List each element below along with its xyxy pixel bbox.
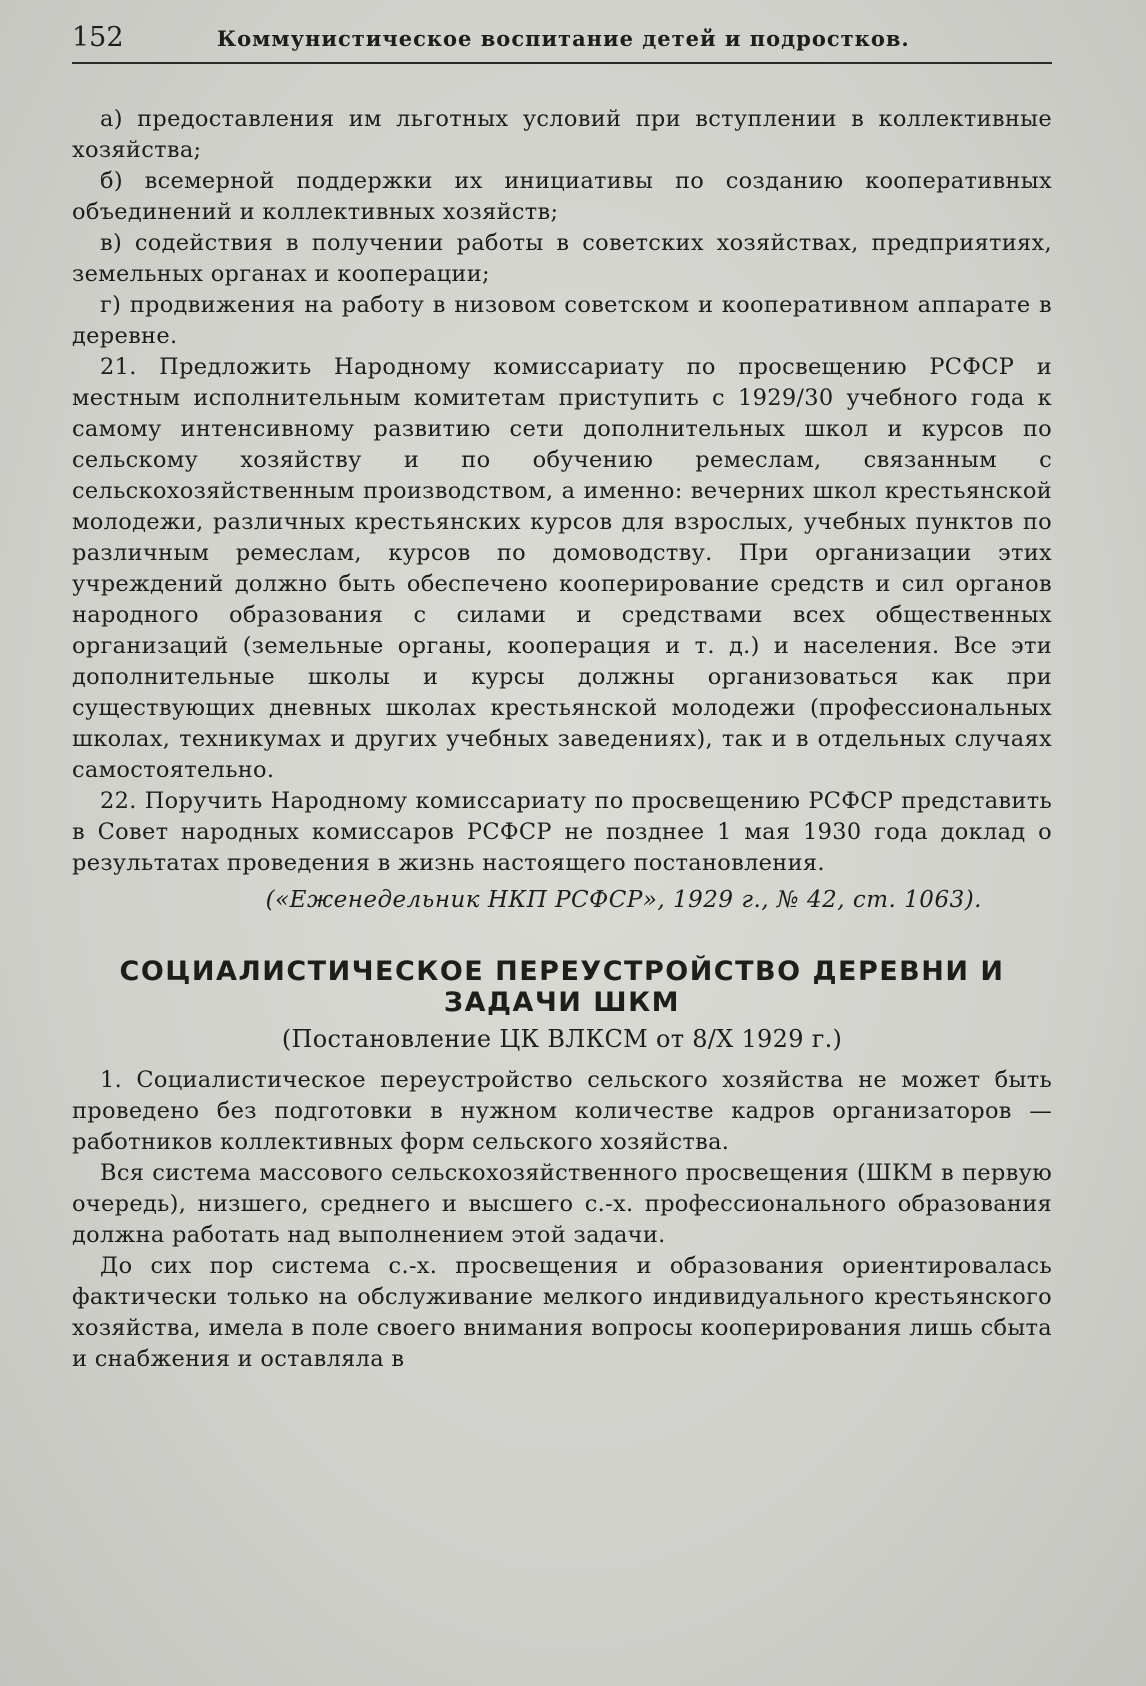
source-citation: («Еженедельник НКП РСФСР», 1929 г., № 42, ст. 1063). [265,887,982,913]
paragraph-21: 21. Предложить Народному комиссариату по просвещению РСФСР и местным исполнительным комитетам приступить с 1929/30 учебного года к самому интенсивному развитию сети дополнительных школ и курсов по сельскому хозяйству и по обучению ремеслам, связанным с сельскохозяйственным производством, а именно: вечерних школ крестьянской молодежи, различных крестьянских курсов для взрослых, учебных пунктов по различным ремеслам, курсов по домоводству. При организации этих учреждений должно быть обеспечено кооперирование средств и сил органов народного образования с силами и средствами всех общественных организаций (земельные органы, кооперация и т. д.) и населения. Все эти дополнительные школы и курсы должны организоваться как при существующих дневных школах крестьянской молодежи (профессиональных школах, техникумах и других учебных заведениях), так и в отдельных случаях самостоятельно. [72,354,1052,783]
section-title: СОЦИАЛИСТИЧЕСКОЕ ПЕРЕУСТРОЙСТВО ДЕРЕВНИ И ЗАДАЧИ ШКМ [119,956,1005,1018]
list-item: а) предоставления им льготных условий при вступлении в коллективные хозяйства; [72,106,1052,163]
list-item: б) всемерной поддержки их инициативы по созданию кооперативных объединений и коллективных хозяйств; [72,168,1052,225]
paragraph-22: 22. Поручить Народному комиссариату по просвещению РСФСР представить в Совет народных комиссаров РСФСР не позднее 1 мая 1930 года доклад о результатах проведения в жизнь настоящего постановления. [72,788,1052,876]
page-header [72,22,1052,64]
section-paragraph: До сих пор система с.-х. просвещения и образования ориентировалась фактически только на обслуживание мелкого индивидуального крестьянского хозяйства, имела в поле своего внимания вопросы кооперирования лишь сбыта и снабжения и оставляла в [72,1253,1052,1372]
page-body [72,104,1052,1375]
running-title: Коммунистическое воспитание детей и подростков. [217,26,910,51]
list-item: г) продвижения на работу в низовом советском и кооперативном аппарате в деревне. [72,292,1052,349]
section-paragraph: 1. Социалистическое переустройство сельского хозяйства не может быть проведено без подготовки в нужном количестве кадров организаторов — работников коллективных форм сельского хозяйства. [72,1067,1052,1155]
page-number: 152 [72,22,124,53]
section-subtitle: (Постановление ЦК ВЛКСМ от 8/X 1929 г.) [281,1025,843,1053]
list-item: в) содействия в получении работы в советских хозяйствах, предприятиях, земельных органах и кооперации; [72,230,1052,287]
section-paragraph: Вся система массового сельскохозяйственного просвещения (ШКМ в первую очередь), низшего, среднего и высшего с.-х. профессионального образования должна работать над выполнением этой задачи. [72,1160,1052,1248]
